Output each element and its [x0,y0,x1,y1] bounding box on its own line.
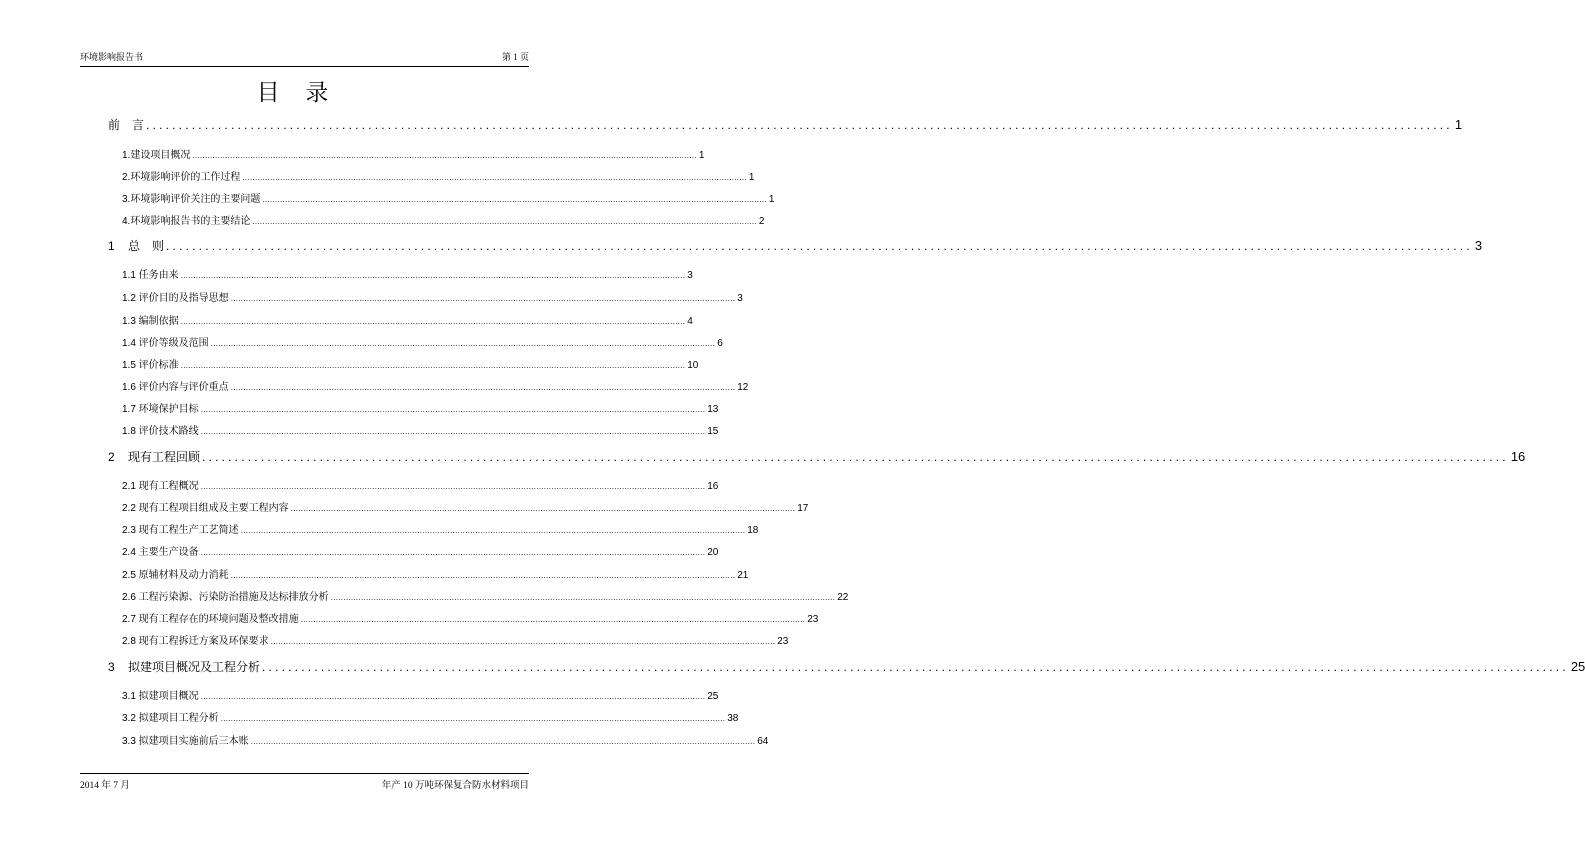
toc-entry-text: 3.1 拟建项目概况 [122,691,199,702]
toc-entry-text: 1.8 评价技术路线 [122,426,199,437]
toc-section-entry[interactable] [122,499,809,514]
toc-entry-text: 2.3 现有工程生产工艺简述 [122,525,239,536]
toc-page-number: 3 [737,293,743,304]
toc-dot-leader: ........................................................................................................................................................................................................ [252,217,757,226]
toc-dot-leader: ........................................................................................................................................................................................................ [200,548,706,557]
toc-page-number: 3 [687,270,693,281]
toc-page-number: 4 [687,316,693,327]
toc-section-entry[interactable] [122,378,749,393]
toc-section-entry[interactable] [122,190,775,205]
toc-entry-text: 2.7 现有工程存在的环境问题及整改措施 [122,614,299,625]
toc-section-entry[interactable] [122,610,819,625]
toc-chapter-entry[interactable] [108,658,1585,675]
toc-dot-leader: ........................................................................................................................................................................................................ [290,504,796,513]
toc-section-entry[interactable] [122,632,789,647]
toc-page-number: 16 [707,481,719,492]
toc-section-entry[interactable] [122,266,693,281]
toc-page-number: 16 [1510,449,1526,464]
toc-dot-leader: ........................................................................................................................................................................................................ [202,450,1509,464]
toc-page-number: 12 [737,382,749,393]
toc-page-number: 1 [768,194,775,205]
toc-entry-text: 1.建设项目概况 [122,150,191,161]
toc-dot-leader: ........................................................................................................................................................................................................ [192,151,697,160]
toc-dot-leader: ........................................................................................................................................................................................................ [200,692,706,701]
toc-section-entry[interactable] [122,566,749,581]
page-header [80,50,529,67]
toc-section-entry[interactable] [122,709,739,724]
toc-chapter-title: 拟建项目概况及工程分析 [128,660,261,674]
toc-section-entry[interactable] [122,146,705,161]
toc-entry-text: 1.6 评价内容与评价重点 [122,382,229,393]
toc-page-number: 15 [707,426,719,437]
toc-entry-text: 2.6 工程污染源、污染防治措施及达标排放分析 [122,592,329,603]
toc-entry-text: 2.1 现有工程概况 [122,481,199,492]
toc-page-number: 13 [707,404,719,415]
toc-page-number: 25 [1570,659,1585,674]
toc-chapter-number: 1 [108,239,115,253]
toc-entry-text: 2.环境影响评价的工作过程 [122,172,241,183]
toc-entry-text: 前 言 [108,118,145,132]
toc-page-number: 1 [698,150,705,161]
toc-dot-leader: ........................................................................................................................................................................................................ [300,615,806,624]
toc-entry-text: 4.环境影响报告书的主要结论 [122,216,251,227]
toc-page-number: 38 [727,713,739,724]
toc-section-entry[interactable] [122,400,719,415]
toc-chapter-entry[interactable] [108,448,1526,465]
toc-dot-leader: ........................................................................................................................................................................................................ [210,339,716,348]
toc-section-entry[interactable] [122,289,743,304]
toc-section-entry[interactable] [122,212,765,227]
toc-page-number: 17 [797,503,809,514]
toc-section-entry[interactable] [122,543,719,558]
toc-dot-leader: ........................................................................................................................................................................................................ [200,427,706,436]
toc-page-number: 3 [1474,238,1483,253]
toc-entry-text: 1.2 评价目的及指导思想 [122,293,229,304]
toc-entry-text: 3.环境影响评价关注的主要问题 [122,194,261,205]
toc-dot-leader: ........................................................................................................................................................................................................ [180,361,686,370]
footer-project-name: 年产 10 万吨环保复合防水材料项目 [381,781,529,791]
toc-page-number: 1 [1454,117,1463,132]
toc-page-number: 1 [748,172,755,183]
toc-page-number: 6 [717,338,723,349]
toc-page-number: 10 [687,360,699,371]
toc-section-entry[interactable] [122,312,693,327]
toc-dot-leader: ........................................................................................................................................................................................................ [220,714,726,723]
toc-entry-text: 1.5 评价标准 [122,360,179,371]
toc-section-entry[interactable] [122,356,699,371]
toc-dot-leader: ........................................................................................................................................................................................................ [200,482,706,491]
toc-chapter-number: 3 [108,660,115,674]
toc-entry-text: 2.5 原辅材料及动力消耗 [122,570,229,581]
toc-entry-text: 1.4 评价等级及范围 [122,338,209,349]
toc-dot-leader: ........................................................................................................................................................................................................ [270,637,776,646]
toc-dot-leader: ........................................................................................................................................................................................................ [166,239,1473,253]
page-footer [80,773,529,791]
toc-page-number: 22 [837,592,849,603]
toc-dot-leader: ........................................................................................................................................................................................................ [242,173,747,182]
toc-page-number: 23 [777,636,789,647]
toc-page-number: 25 [707,691,719,702]
toc-dot-leader: ........................................................................................................................................................................................................ [330,593,836,602]
footer-date: 2014 年 7 月 [80,781,130,791]
toc-entry-text: 2.2 现有工程项目组成及主要工程内容 [122,503,289,514]
toc-section-entry[interactable] [122,687,719,702]
toc-dot-leader: ........................................................................................................................................................................................................ [180,271,686,280]
toc-entry-text: 1.1 任务由来 [122,270,179,281]
toc-section-entry[interactable] [122,732,769,747]
toc-page-number: 21 [737,570,749,581]
toc-chapter-entry[interactable] [108,116,1463,133]
toc-entry-text [108,448,200,465]
toc-dot-leader: ........................................................................................................................................................................................................ [146,118,1453,132]
header-doc-title: 环境影响报告书 [80,52,144,62]
toc-entry-text: 2.4 主要生产设备 [122,547,199,558]
toc-chapter-title: 现有工程回顾 [128,450,201,464]
header-page-number: 第 1 页 [501,52,529,62]
toc-page-number: 18 [747,525,759,536]
toc-section-entry[interactable] [122,334,723,349]
toc-entry-text: 3.2 拟建项目工程分析 [122,713,219,724]
toc-section-entry[interactable] [122,477,719,492]
toc-section-entry[interactable] [122,521,759,536]
toc-entry-text: 1.3 编制依据 [122,316,179,327]
toc-page-number: 64 [757,736,769,747]
toc-section-entry[interactable] [122,588,849,603]
toc-dot-leader: ........................................................................................................................................................................................................ [262,660,1569,674]
toc-dot-leader: ........................................................................................................................................................................................................ [200,405,706,414]
toc-section-entry[interactable] [122,168,755,183]
toc-dot-leader: ........................................................................................................................................................................................................ [250,737,756,746]
toc-dot-leader: ........................................................................................................................................................................................................ [230,571,736,580]
toc-entry-text: 3.3 拟建项目实施前后三本账 [122,736,249,747]
toc-title: 目 录 [256,80,339,105]
toc-chapter-entry[interactable] [108,237,1483,254]
toc-dot-leader: ........................................................................................................................................................................................................ [240,526,746,535]
toc-page-number: 20 [707,547,719,558]
toc-dot-leader: ........................................................................................................................................................................................................ [262,195,767,204]
toc-entry-text [108,237,164,254]
toc-entry-text: 2.8 现有工程拆迁方案及环保要求 [122,636,269,647]
toc-dot-leader: ........................................................................................................................................................................................................ [230,383,736,392]
toc-chapter-number: 2 [108,450,115,464]
toc-entry-text: 1.7 环境保护目标 [122,404,199,415]
toc-entry-text [108,658,260,675]
toc-page-number: 2 [758,216,765,227]
toc-section-entry[interactable] [122,422,719,437]
toc-page-number: 23 [807,614,819,625]
toc-dot-leader: ........................................................................................................................................................................................................ [230,294,736,303]
toc-dot-leader: ........................................................................................................................................................................................................ [180,317,686,326]
toc-chapter-title: 总 则 [128,239,165,253]
